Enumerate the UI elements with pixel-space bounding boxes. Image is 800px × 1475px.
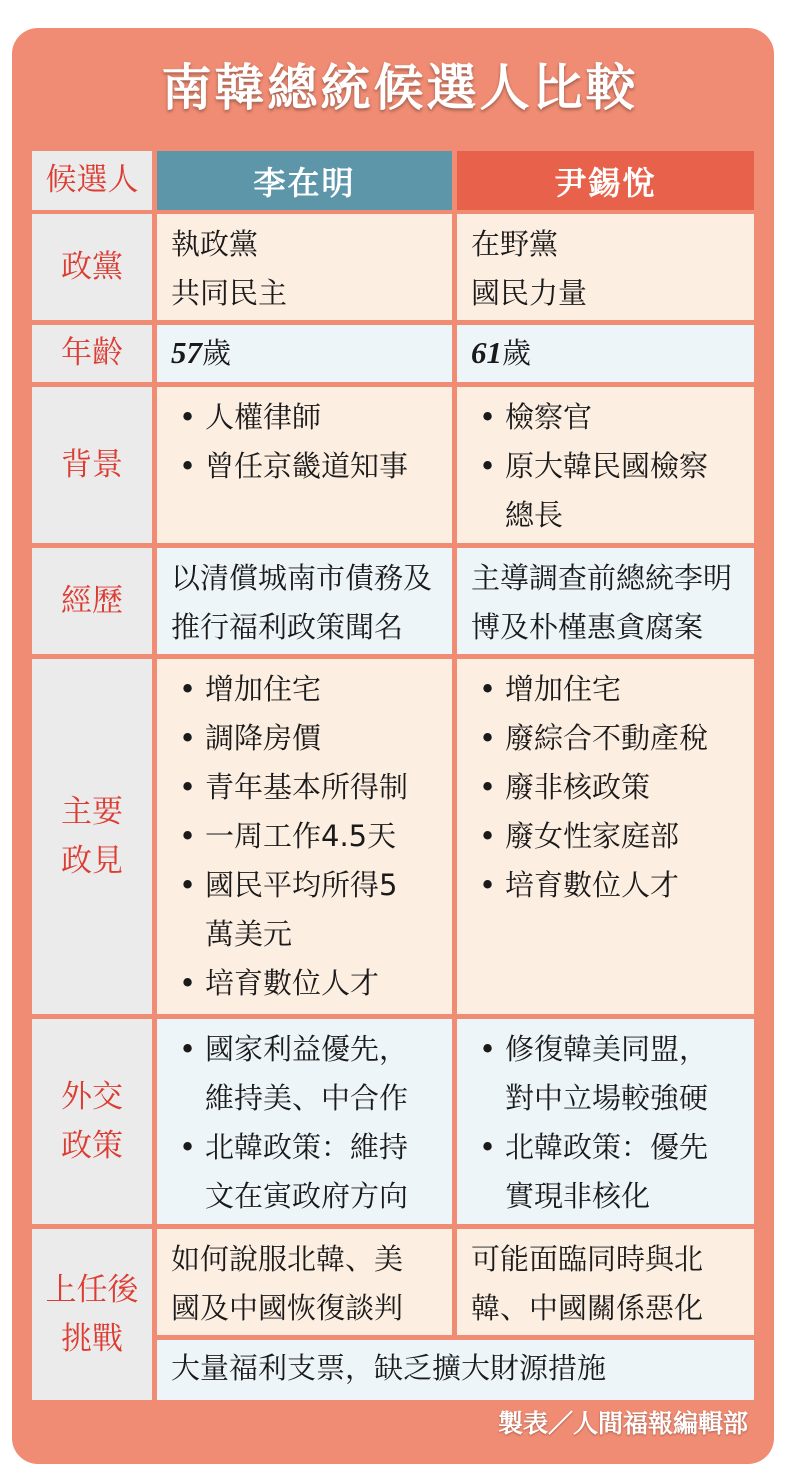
candidate-a-header [157, 151, 452, 210]
policy-a-cell [157, 659, 452, 1014]
background-b-cell [457, 387, 754, 543]
challenge-a-cell [157, 1229, 452, 1335]
age-b-unit: 歲 [502, 336, 532, 370]
party-label: 政黨 [61, 248, 123, 285]
challenge-label-line: 上任後 [45, 1272, 139, 1309]
experience-b-cell [457, 548, 754, 654]
list-item-line: 維持美、中合作 [205, 1081, 409, 1115]
experience-b-line: 博及朴槿惠貪腐案 [471, 610, 704, 644]
row-label-foreign [32, 1019, 152, 1224]
party-b-cell [457, 214, 754, 320]
list-item-line: • 北韓政策：優先 [505, 1130, 709, 1164]
candidate-b-name: 尹錫悅 [554, 163, 657, 202]
age-b-cell [457, 325, 754, 382]
party-a-line: 執政黨 [171, 227, 259, 261]
age-a-number: 57 [171, 335, 202, 370]
list-item-line: 實現非核化 [505, 1179, 651, 1213]
list-item-line: • 國民平均所得5 [205, 868, 398, 902]
foreign-b-list [471, 1025, 754, 1221]
row-label-policy [32, 659, 152, 1014]
experience-a-line: 以清償城南市債務及 [171, 561, 433, 595]
foreign-b-cell [457, 1019, 754, 1224]
list-item: • 廢女性家庭部 [471, 812, 754, 861]
party-b-line: 國民力量 [471, 276, 588, 310]
party-a-line: 共同民主 [171, 276, 288, 310]
background-a-list [171, 393, 452, 491]
list-item-line: 文在寅政府方向 [205, 1179, 409, 1213]
policy-a-list [171, 665, 452, 1008]
challenge-a-line: 如何說服北韓、美 [171, 1242, 404, 1276]
row-label-party [32, 214, 152, 320]
credit-line: 製表／人間福報編輯部 [497, 1409, 748, 1438]
experience-a-cell [157, 548, 452, 654]
foreign-a-list [171, 1025, 452, 1221]
list-item-line: 對中立場較強硬 [505, 1081, 709, 1115]
list-item [171, 861, 452, 959]
list-item: • 增加住宅 [471, 665, 754, 714]
row-label-age [32, 325, 152, 382]
background-b-list [471, 393, 754, 540]
age-b-number: 61 [471, 335, 502, 370]
page-title: 南韓總統候選人比較 [161, 59, 639, 117]
challenge-a-line: 國及中國恢復談判 [171, 1291, 404, 1325]
list-item: • 曾任京畿道知事 [171, 442, 452, 491]
list-item-line: • 修復韓美同盟， [505, 1032, 709, 1066]
list-item: • 培育數位人才 [171, 959, 452, 1008]
list-item [471, 393, 754, 442]
policy-label-line: 主要 [61, 794, 123, 831]
foreign-label-line: 政策 [61, 1127, 123, 1164]
challenge-shared-cell [157, 1340, 754, 1400]
row-label-background [32, 387, 152, 543]
age-label: 年齡 [61, 335, 123, 372]
challenge-b-line: 韓、中國關係惡化 [471, 1291, 704, 1325]
list-item-line: • 北韓政策：維持 [205, 1130, 409, 1164]
header-label-cell [32, 151, 152, 210]
list-item: • 廢非核政策 [471, 763, 754, 812]
header-label: 候選人 [45, 162, 139, 199]
foreign-label-line: 外交 [61, 1079, 123, 1116]
list-item-line: 萬美元 [205, 917, 293, 951]
list-item: • 增加住宅 [171, 665, 452, 714]
experience-b-line: 主導調查前總統李明 [471, 561, 733, 595]
challenge-shared-line: 大量福利支票，缺乏擴大財源措施 [171, 1351, 607, 1385]
list-item: • 調降房價 [171, 714, 452, 763]
list-item-line: • 原大韓民國檢察 [505, 449, 709, 483]
list-item-line: • 國家利益優先， [205, 1032, 409, 1066]
list-item [471, 1123, 754, 1221]
list-item: • 廢綜合不動產稅 [471, 714, 754, 763]
list-item [471, 442, 754, 540]
list-item: • 培育數位人才 [471, 861, 754, 910]
challenge-label-line: 挑戰 [61, 1320, 123, 1357]
list-item-line: • 檢察官 [505, 400, 593, 434]
policy-b-list [471, 665, 754, 910]
list-item [171, 1123, 452, 1221]
challenge-b-cell [457, 1229, 754, 1335]
experience-label: 經歷 [61, 582, 123, 619]
age-a-unit: 歲 [202, 336, 232, 370]
list-item-line: 總長 [505, 498, 564, 532]
age-a-cell [157, 325, 452, 382]
candidate-b-header [457, 151, 754, 210]
row-label-experience [32, 548, 152, 654]
background-label: 背景 [61, 446, 123, 483]
background-a-cell [157, 387, 452, 543]
row-label-challenge [32, 1229, 152, 1400]
experience-a-line: 推行福利政策聞名 [171, 610, 404, 644]
policy-b-cell [457, 659, 754, 1014]
policy-label-line: 政見 [61, 842, 123, 879]
list-item: • 一周工作4.5天 [171, 812, 452, 861]
party-b-line: 在野黨 [471, 227, 559, 261]
party-a-cell [157, 214, 452, 320]
challenge-b-line: 可能面臨同時與北 [471, 1242, 704, 1276]
candidate-a-name: 李在明 [253, 163, 356, 202]
list-item: • 青年基本所得制 [171, 763, 452, 812]
list-item: • 人權律師 [171, 393, 452, 442]
list-item [471, 1025, 754, 1123]
foreign-a-cell [157, 1019, 452, 1224]
list-item [171, 1025, 452, 1123]
